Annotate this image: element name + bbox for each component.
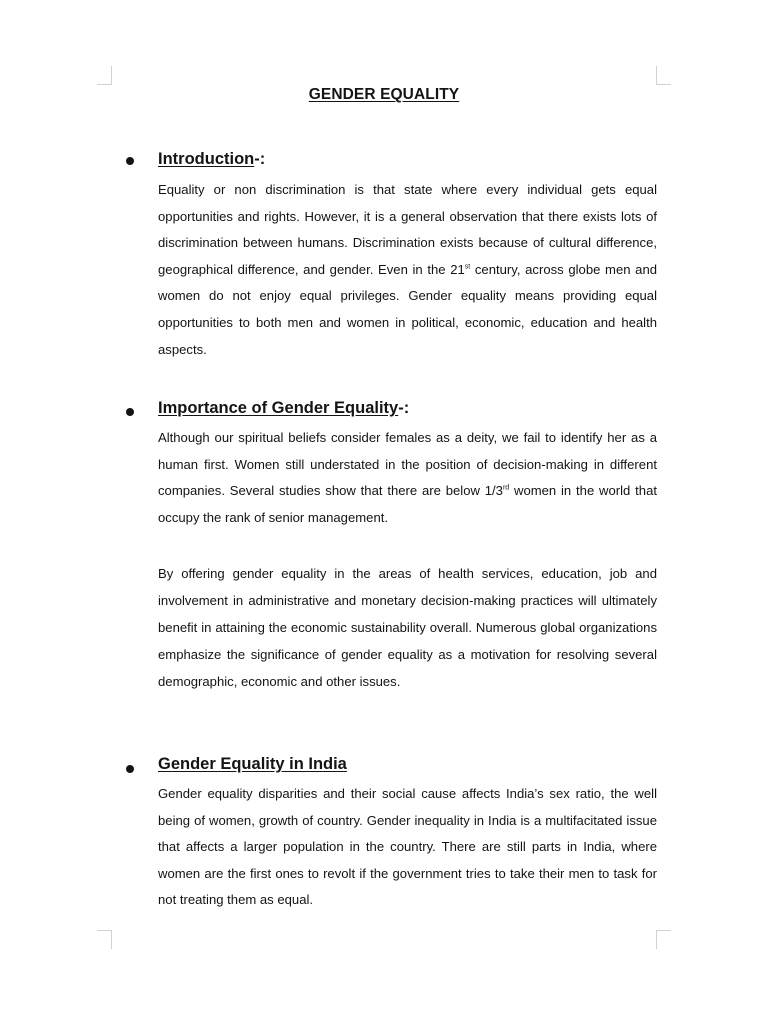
ordinal-suffix: st [464, 263, 471, 271]
section-heading-text: Importance of Gender Equality [158, 399, 399, 417]
section-heading-suffix: -: [254, 150, 266, 168]
section-heading-text: Gender Equality in India [158, 755, 347, 773]
crop-mark-top-left [97, 66, 112, 85]
crop-mark-bottom-left [97, 930, 112, 949]
crop-mark-top-right [656, 66, 671, 85]
paragraph-text: women in the world that occupy the rank of senior management. [158, 483, 657, 525]
bullet-icon [126, 765, 134, 773]
section-paragraph: By offering gender equality in the areas of health services, education, job and involvement in administrative and monetary decision-making practices will ultimately benefit in attaining the economic sustainability overall. Numerous global organizations emphasize the significance of gender equality as a motivation for resolving several demographic, economic and other issues. [158, 566, 657, 690]
paragraph-text: century, across globe men and women do not enjoy equal privileges. Gender equality means providing equal opportunities to both men and women in political, economic, education and health aspects. [158, 261, 658, 357]
section-paragraph [158, 177, 657, 363]
paragraph-text: Although our spiritual beliefs consider females as a deity, we fail to identify her as a human first. Women still understated in the position of decision-making in different companies. Several studies show that there are below 1/3 [158, 430, 657, 499]
section-paragraph [158, 425, 657, 531]
bullet-icon [126, 408, 134, 416]
section-heading-suffix: -: [398, 399, 410, 417]
section-paragraph: Gender equality disparities and their social cause affects India’s sex ratio, the well being of women, growth of country. Gender inequality in India is a multifacitated issue that affects a larger population in the country. There are still parts in India, where women are the first ones to revolt if the government tries to take their men to task for not treating them as equal. [158, 786, 657, 908]
section-heading-india [158, 755, 347, 774]
section-heading-importance [158, 399, 409, 418]
document-title: GENDER EQUALITY [308, 86, 460, 103]
bullet-icon [126, 157, 134, 165]
section-heading-text: Introduction [158, 150, 255, 168]
section-heading-introduction [158, 150, 265, 169]
crop-mark-bottom-right [656, 930, 671, 949]
paragraph-text: Equality or non discrimination is that state where every individual gets equal opportunities and rights. However, it is a general observation that there exists lots of discrimination between humans. Discrimination exists because of cultural difference, geographical difference, and gender. Even in the 21 [158, 182, 657, 277]
ordinal-suffix: rd [502, 484, 510, 492]
